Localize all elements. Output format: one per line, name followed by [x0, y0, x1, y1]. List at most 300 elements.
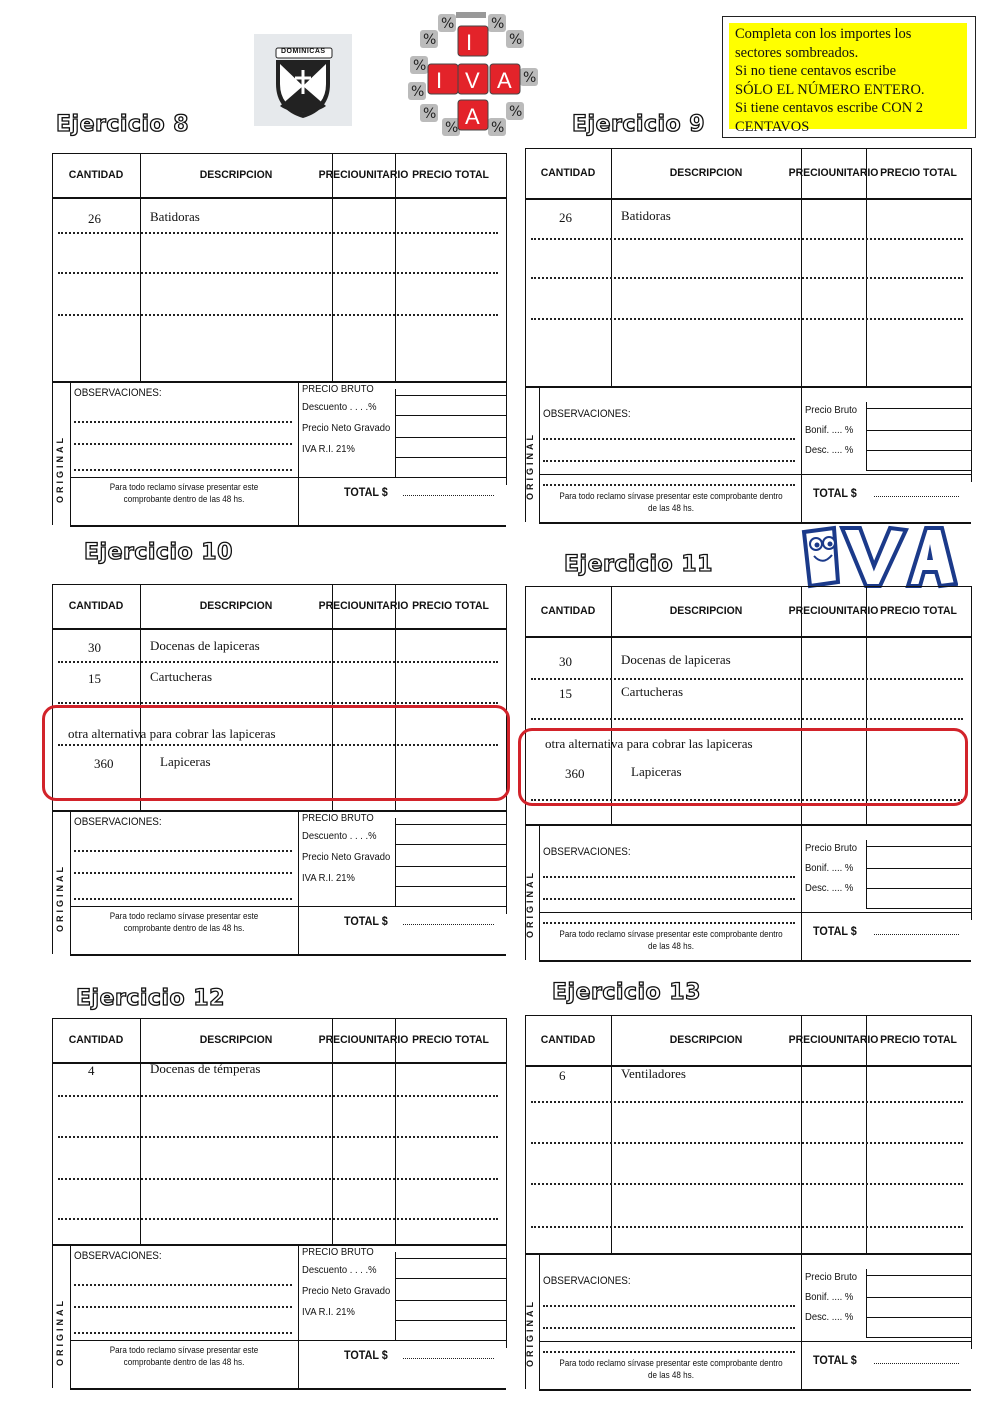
- column-divider: [866, 1015, 867, 1253]
- reclamo-note: [89, 1344, 280, 1368]
- table-border-left: [52, 1018, 53, 1244]
- header-descripcion: [145, 1018, 327, 1062]
- header-descripcion: [616, 148, 797, 198]
- header-descripcion-label: DESCRIPCION: [199, 1034, 273, 1046]
- precio-bruto-label: PRECIO BRUTO: [302, 1246, 374, 1258]
- svg-text:%: %: [411, 84, 425, 100]
- dotted-row-line: [531, 1183, 963, 1185]
- original-strip-line: [70, 381, 71, 525]
- amount-box-line: [395, 1300, 506, 1301]
- cantidad-cell: 15: [88, 671, 101, 686]
- iva-percent-logo: [402, 12, 542, 140]
- amount-box-line: [395, 1320, 506, 1321]
- header-precio-unitario: [318, 584, 409, 628]
- descuento-label: Descuento . . . .%: [302, 830, 377, 842]
- total-label: TOTAL $: [813, 1353, 857, 1367]
- table-border-bottom: [525, 824, 971, 826]
- column-divider: [611, 1015, 612, 1253]
- header-unitario-label: UNITARIO: [828, 1034, 879, 1046]
- observaciones-dotted-line: [74, 1306, 292, 1308]
- total-amount-line: [403, 924, 494, 925]
- header-divider: [52, 628, 506, 630]
- header-precio-total: [398, 153, 503, 197]
- svg-text:%: %: [491, 16, 505, 32]
- amount-column-line: [395, 1252, 396, 1340]
- header-unitario-label: UNITARIO: [358, 1034, 409, 1046]
- original-strip-line: [70, 1244, 71, 1388]
- desc-label: Desc. .... %: [805, 882, 854, 894]
- svg-text:%: %: [423, 32, 437, 48]
- instruction-line: sectores sombreados.: [735, 44, 859, 61]
- descripcion-cell: Batidoras: [150, 209, 200, 224]
- observaciones-dotted-line: [543, 438, 795, 440]
- footer-mid-line: [539, 474, 971, 475]
- amount-box-line: [395, 415, 506, 416]
- table-border-right: [506, 153, 507, 381]
- invoice-form: [52, 153, 506, 525]
- header-cantidad: [54, 1018, 138, 1062]
- header-precio-total: [398, 584, 503, 628]
- amount-box-line: [866, 1297, 971, 1298]
- amount-column-line: [395, 389, 396, 477]
- observaciones-label: OBSERVACIONES:: [74, 816, 162, 828]
- table-border-left: [525, 148, 526, 386]
- original-strip-line: [70, 810, 71, 954]
- dotted-row-line: [531, 718, 963, 720]
- dotted-row-line: [58, 1136, 498, 1138]
- dominicas-logo-label: DOMINICAS: [281, 48, 326, 55]
- table-border-bottom: [52, 381, 506, 383]
- observaciones-label: OBSERVACIONES:: [74, 387, 162, 399]
- invoice-form: [525, 1015, 971, 1387]
- cantidad-cell: 30: [88, 640, 101, 655]
- header-cantidad: [54, 584, 138, 628]
- precio-neto-label: Precio Neto Gravado: [302, 422, 391, 434]
- invoice-form: [525, 586, 971, 958]
- dotted-row-line: [531, 238, 963, 240]
- amount-box-line: [395, 824, 506, 825]
- observaciones-dotted-line: [543, 1305, 795, 1307]
- column-divider: [140, 153, 141, 381]
- reclamo-note: [558, 928, 785, 952]
- dotted-row-line: [531, 678, 963, 680]
- footer-border-left: [52, 810, 53, 954]
- iva-letter-v: V: [465, 68, 480, 93]
- reclamo-line-1: Para todo reclamo sírvase presentar este: [109, 482, 259, 492]
- svg-text:%: %: [441, 16, 455, 32]
- cantidad-cell: 26: [88, 211, 101, 226]
- header-divider: [52, 197, 506, 199]
- header-precio-total-label: PRECIO TOTAL: [412, 169, 489, 181]
- reclamo-line-1: Para todo reclamo sírvase presentar este comprobante dentro: [559, 491, 783, 501]
- dotted-row-line: [531, 1142, 963, 1144]
- svg-text:%: %: [491, 120, 505, 136]
- amount-box-line: [866, 888, 971, 889]
- precio-bruto-label: Precio Bruto: [805, 1271, 858, 1283]
- header-cantidad-label: CANTIDAD: [68, 169, 124, 181]
- dotted-row-line: [58, 661, 498, 663]
- total-amount-line: [403, 495, 494, 496]
- header-precio-total-label: PRECIO TOTAL: [412, 1034, 489, 1046]
- cantidad-cell: 6: [559, 1068, 566, 1083]
- amount-box-line: [866, 408, 971, 409]
- instruction-line: CENTAVOS: [735, 118, 810, 135]
- dotted-row-line: [58, 314, 498, 316]
- observaciones-label: OBSERVACIONES:: [543, 846, 631, 858]
- reclamo-line-2: comprobante dentro de las 48 hs.: [123, 1357, 245, 1367]
- observaciones-dotted-line: [74, 1332, 292, 1334]
- header-precio-unitario: [318, 1018, 409, 1062]
- header-precio-label: PRECIO: [318, 600, 359, 612]
- precio-bruto-label: PRECIO BRUTO: [302, 812, 374, 824]
- header-unitario-label: UNITARIO: [358, 169, 409, 181]
- reclamo-line-2: de las 48 hs.: [648, 503, 694, 513]
- precio-bruto-label: PRECIO BRUTO: [302, 383, 374, 395]
- column-divider: [395, 1018, 396, 1244]
- highlight-box: [42, 705, 510, 801]
- footer-border-left: [52, 381, 53, 525]
- dominicas-logo: [254, 34, 352, 126]
- amount-column-line: [866, 1269, 867, 1337]
- table-border-right: [506, 1018, 507, 1244]
- observaciones-label: OBSERVACIONES:: [543, 1275, 631, 1287]
- descripcion-cell: Docenas de lapiceras: [150, 638, 260, 653]
- iva-label: IVA R.I. 21%: [302, 1306, 355, 1318]
- cantidad-cell: 360: [94, 756, 114, 771]
- footer-bottom: [539, 522, 971, 524]
- footer-divider: [801, 824, 802, 960]
- header-precio-total-label: PRECIO TOTAL: [880, 1034, 957, 1046]
- footer-divider: [298, 1244, 299, 1388]
- reclamo-line-2: de las 48 hs.: [648, 1370, 694, 1380]
- reclamo-line-2: comprobante dentro de las 48 hs.: [123, 923, 245, 933]
- reclamo-line-2: de las 48 hs.: [648, 941, 694, 951]
- header-divider: [52, 1062, 506, 1064]
- header-descripcion-label: DESCRIPCION: [199, 169, 273, 181]
- reclamo-line-1: Para todo reclamo sírvase presentar este: [109, 911, 259, 921]
- header-precio-total-label: PRECIO TOTAL: [880, 167, 957, 179]
- footer-border-right: [971, 1253, 972, 1349]
- invoice-form: [52, 584, 506, 956]
- precio-bruto-label: Precio Bruto: [805, 842, 858, 854]
- table-border-bottom: [525, 1253, 971, 1255]
- header-precio-total-label: PRECIO TOTAL: [412, 600, 489, 612]
- footer-mid-line: [70, 906, 506, 907]
- alternative-note: otra alternativa para cobrar las lapiceras: [545, 736, 753, 751]
- header-unitario-label: UNITARIO: [828, 605, 879, 617]
- header-descripcion-label: DESCRIPCION: [199, 600, 273, 612]
- observaciones-dotted-line: [74, 1284, 292, 1286]
- dotted-row-line: [58, 232, 498, 234]
- cantidad-cell: 15: [559, 686, 572, 701]
- descuento-label: Descuento . . . .%: [302, 401, 377, 413]
- svg-text:%: %: [445, 120, 459, 136]
- footer-border-right: [506, 1244, 507, 1348]
- precio-neto-label: Precio Neto Gravado: [302, 851, 391, 863]
- header-precio-total: [398, 1018, 503, 1062]
- column-divider: [395, 153, 396, 381]
- header-unitario-label: UNITARIO: [358, 600, 409, 612]
- header-descripcion-label: DESCRIPCION: [669, 1034, 743, 1046]
- reclamo-line-1: Para todo reclamo sírvase presentar este comprobante dentro: [559, 929, 783, 939]
- header-descripcion: [616, 586, 797, 636]
- reclamo-note: [89, 910, 280, 934]
- amount-box-line: [866, 846, 971, 847]
- amount-box-line: [866, 1337, 971, 1338]
- footer-bottom: [70, 525, 506, 527]
- footer-mid-line: [70, 1340, 506, 1341]
- precio-bruto-label: Precio Bruto: [805, 404, 858, 416]
- footer-bottom: [70, 954, 506, 956]
- footer-bottom: [539, 960, 971, 962]
- invoice-form: [525, 148, 971, 520]
- dotted-row-line: [531, 1101, 963, 1103]
- iva-letter-a-bottom: A: [465, 104, 480, 129]
- observaciones-dotted-line: [74, 850, 292, 852]
- header-precio-total: [869, 148, 969, 198]
- observaciones-dotted-line: [543, 898, 795, 900]
- dotted-row-line: [58, 1218, 498, 1220]
- cantidad-cell: 4: [88, 1063, 95, 1078]
- amount-box-line: [395, 886, 506, 887]
- iva-label: IVA R.I. 21%: [302, 872, 355, 884]
- exercise-title: Ejercicio 13: [552, 980, 701, 1005]
- iva-letter-i-top: I: [466, 30, 473, 55]
- reclamo-line-1: Para todo reclamo sírvase presentar este comprobante dentro: [559, 1358, 783, 1368]
- footer-divider: [298, 381, 299, 525]
- header-cantidad: [54, 153, 138, 197]
- header-descripcion-label: DESCRIPCION: [669, 605, 743, 617]
- column-divider: [611, 148, 612, 386]
- exercise-title: Ejercicio 8: [56, 112, 190, 137]
- reclamo-line-1: Para todo reclamo sírvase presentar este: [109, 1345, 259, 1355]
- footer-border-right: [971, 386, 972, 482]
- header-precio-label: PRECIO: [788, 167, 829, 179]
- footer-border-left: [52, 1244, 53, 1388]
- descripcion-cell: Batidoras: [621, 208, 671, 223]
- footer-divider: [801, 1253, 802, 1389]
- descripcion-cell: Lapiceras: [631, 764, 682, 779]
- svg-text:%: %: [523, 70, 537, 86]
- table-border-bottom: [52, 810, 506, 812]
- dotted-row-line: [58, 272, 498, 274]
- descripcion-cell: Ventiladores: [621, 1066, 686, 1081]
- dotted-row-line: [58, 1178, 498, 1180]
- amount-box-line: [866, 908, 971, 909]
- header-precio-label: PRECIO: [318, 169, 359, 181]
- observaciones-dotted-line: [74, 443, 292, 445]
- header-precio-total: [869, 1015, 969, 1065]
- header-divider: [525, 1065, 971, 1067]
- instruction-line: SÓLO EL NÚMERO ENTERO.: [735, 81, 925, 98]
- amount-column-line: [866, 402, 867, 470]
- cantidad-cell: 360: [565, 766, 585, 781]
- cantidad-cell: 30: [559, 654, 572, 669]
- amount-box-line: [866, 1317, 971, 1318]
- footer-border-right: [506, 810, 507, 914]
- header-unitario-label: UNITARIO: [828, 167, 879, 179]
- svg-text:%: %: [413, 58, 427, 74]
- amount-box-line: [395, 844, 506, 845]
- exercise-title: Ejercicio 11: [564, 552, 713, 577]
- amount-box-line: [866, 868, 971, 869]
- total-amount-line: [874, 496, 959, 497]
- total-amount-line: [874, 1363, 959, 1364]
- descripcion-cell: Lapiceras: [160, 754, 211, 769]
- total-amount-line: [403, 1358, 494, 1359]
- observaciones-dotted-line: [543, 460, 795, 462]
- total-label: TOTAL $: [344, 914, 388, 928]
- iva-letter-a: A: [497, 68, 512, 93]
- header-precio-total: [869, 586, 969, 636]
- dotted-row-line: [531, 1226, 963, 1228]
- table-border-bottom: [52, 1244, 506, 1246]
- amount-box-line: [866, 1275, 971, 1276]
- header-descripcion: [145, 584, 327, 628]
- desc-label: Desc. .... %: [805, 444, 854, 456]
- header-cantidad-label: CANTIDAD: [68, 1034, 124, 1046]
- total-label: TOTAL $: [813, 486, 857, 500]
- amount-box-line: [395, 1258, 506, 1259]
- header-precio-label: PRECIO: [788, 605, 829, 617]
- table-border-left: [525, 1015, 526, 1253]
- total-amount-line: [874, 934, 959, 935]
- bonif-label: Bonif. .... %: [805, 1291, 854, 1303]
- amount-box-line: [395, 457, 506, 458]
- exercise-title: Ejercicio 9: [572, 112, 706, 137]
- descripcion-cell: Cartucheras: [150, 669, 213, 684]
- highlight-box: [518, 728, 968, 806]
- amount-box-line: [395, 1278, 506, 1279]
- amount-box-line: [866, 430, 971, 431]
- header-cantidad: [527, 148, 609, 198]
- header-descripcion: [145, 153, 327, 197]
- observaciones-dotted-line: [74, 898, 292, 900]
- exercise-title: Ejercicio 12: [76, 986, 225, 1011]
- amount-box-line: [395, 866, 506, 867]
- table-border-right: [971, 148, 972, 386]
- exercise-title: Ejercicio 10: [84, 540, 233, 565]
- original-label: ORIGINAL: [55, 435, 65, 503]
- footer-divider: [801, 386, 802, 522]
- dotted-row-line: [531, 277, 963, 279]
- header-cantidad-label: CANTIDAD: [540, 1034, 596, 1046]
- observaciones-dotted-line: [74, 469, 292, 471]
- svg-text:%: %: [509, 32, 523, 48]
- footer-mid-line: [539, 1341, 971, 1342]
- original-strip-line: [539, 386, 540, 522]
- reclamo-note: [558, 490, 785, 514]
- observaciones-dotted-line: [543, 484, 795, 486]
- table-border-right: [971, 586, 972, 824]
- header-precio-unitario: [788, 148, 879, 198]
- svg-text:%: %: [423, 106, 437, 122]
- descripcion-cell: Docenas de témperas: [150, 1061, 261, 1076]
- original-strip-line: [539, 1253, 540, 1389]
- reclamo-note: [558, 1357, 785, 1381]
- amount-column-line: [866, 840, 867, 908]
- reclamo-line-2: comprobante dentro de las 48 hs.: [123, 494, 245, 504]
- precio-neto-label: Precio Neto Gravado: [302, 1285, 391, 1297]
- header-precio-label: PRECIO: [788, 1034, 829, 1046]
- bonif-label: Bonif. .... %: [805, 862, 854, 874]
- alternative-note: otra alternativa para cobrar las lapiceras: [68, 726, 276, 741]
- header-divider: [525, 198, 971, 200]
- observaciones-dotted-line: [543, 876, 795, 878]
- invoice-form: [52, 1018, 506, 1390]
- observaciones-dotted-line: [74, 872, 292, 874]
- header-precio-unitario: [318, 153, 409, 197]
- observaciones-dotted-line: [543, 922, 795, 924]
- instructions-box: [722, 16, 976, 138]
- footer-bottom: [70, 1388, 506, 1390]
- footer-mid-line: [70, 477, 506, 478]
- table-border-bottom: [525, 386, 971, 388]
- header-precio-unitario: [788, 586, 879, 636]
- observaciones-label: OBSERVACIONES:: [74, 1250, 162, 1262]
- footer-mid-line: [539, 912, 971, 913]
- reclamo-note: [89, 481, 280, 505]
- header-cantidad-label: CANTIDAD: [68, 600, 124, 612]
- total-label: TOTAL $: [344, 1348, 388, 1362]
- header-descripcion: [616, 1015, 797, 1065]
- observaciones-dotted-line: [74, 421, 292, 423]
- observaciones-dotted-line: [543, 1327, 795, 1329]
- table-border-left: [52, 153, 53, 381]
- observaciones-dotted-line: [543, 1351, 795, 1353]
- table-border-right: [971, 1015, 972, 1253]
- dotted-row-line: [58, 702, 498, 704]
- descuento-label: Descuento . . . .%: [302, 1264, 377, 1276]
- descripcion-cell: Cartucheras: [621, 684, 684, 699]
- original-label: ORIGINAL: [55, 1298, 65, 1366]
- instruction-line: Si no tiene centavos escribe: [735, 63, 897, 79]
- iva-label: IVA R.I. 21%: [302, 443, 355, 455]
- amount-box-line: [866, 470, 971, 471]
- total-label: TOTAL $: [344, 485, 388, 499]
- dotted-row-line: [531, 318, 963, 320]
- iva-cartoon-logo: [798, 522, 958, 590]
- original-label: ORIGINAL: [525, 870, 535, 938]
- instruction-line: Completa con los importes los: [735, 26, 912, 42]
- total-label: TOTAL $: [813, 924, 857, 938]
- svg-text:%: %: [509, 104, 523, 120]
- footer-divider: [298, 810, 299, 954]
- header-precio-label: PRECIO: [318, 1034, 359, 1046]
- descripcion-cell: Docenas de lapiceras: [621, 652, 731, 667]
- instruction-line: Si tiene centavos escribe CON 2: [735, 100, 924, 116]
- original-label: ORIGINAL: [525, 1299, 535, 1367]
- header-divider: [525, 636, 971, 638]
- header-precio-unitario: [788, 1015, 879, 1065]
- footer-border-right: [506, 381, 507, 485]
- original-label: ORIGINAL: [55, 864, 65, 932]
- bonif-label: Bonif. .... %: [805, 424, 854, 436]
- footer-bottom: [539, 1389, 971, 1391]
- amount-box-line: [395, 395, 506, 396]
- amount-box-line: [866, 450, 971, 451]
- footer-border-right: [971, 824, 972, 920]
- cantidad-cell: 26: [559, 210, 572, 225]
- header-descripcion-label: DESCRIPCION: [669, 167, 743, 179]
- original-strip-line: [539, 824, 540, 960]
- original-label: ORIGINAL: [525, 432, 535, 500]
- header-cantidad-label: CANTIDAD: [540, 167, 596, 179]
- header-cantidad: [527, 1015, 609, 1065]
- header-cantidad-label: CANTIDAD: [540, 605, 596, 617]
- observaciones-label: OBSERVACIONES:: [543, 408, 631, 420]
- iva-letter-i: I: [436, 68, 443, 93]
